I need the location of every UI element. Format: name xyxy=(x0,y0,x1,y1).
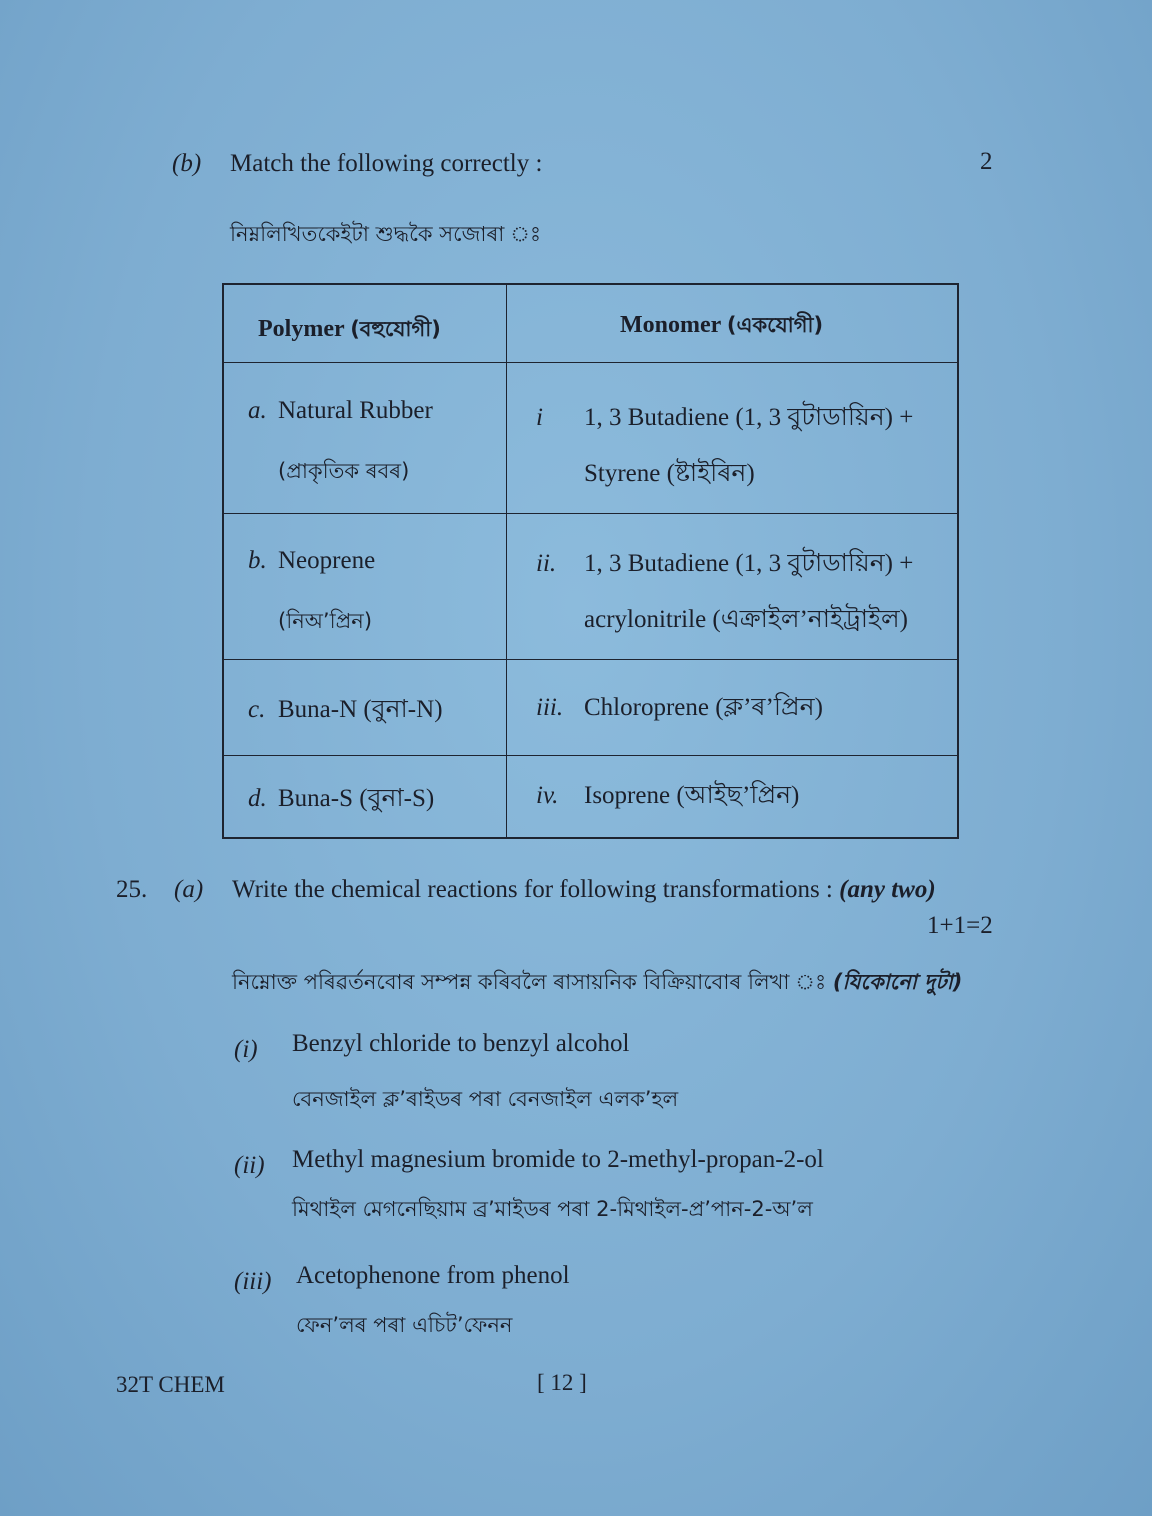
row-marker: i xyxy=(536,404,543,431)
table-row-a-polymer xyxy=(248,397,433,425)
table-row-d-polymer xyxy=(248,778,434,821)
question-25-number: 25. xyxy=(116,876,148,903)
table-row-b-monomer-line2: acrylonitrile (এক্ৰাইল’নাইট্ৰাইল) xyxy=(584,606,909,633)
monomer-name: Isoprene (আইছ’প্ৰিন) xyxy=(584,782,800,809)
table-row-c-monomer xyxy=(536,687,823,730)
table-divider xyxy=(224,362,957,363)
row-marker: a. xyxy=(248,397,267,424)
row-marker: c. xyxy=(248,696,266,723)
question-25-prompt-bn: নিম্নোক্ত পৰিৱৰ্তনবোৰ সম্পন্ন কৰিবলৈ ৰাসায়নিক বিক্ৰিয়াবোৰ লিখা ঃ xyxy=(232,970,827,994)
sub-item-assamese: ফেন’লৰ পৰা এচিট’ফেনন xyxy=(296,1313,513,1337)
sub-item-english: Methyl magnesium bromide to 2-methyl-propan-2-ol xyxy=(292,1146,824,1173)
header-polymer-bn: (বহুযোগী) xyxy=(350,317,441,341)
sub-item-english: Benzyl chloride to benzyl alcohol xyxy=(292,1030,630,1057)
sub-item-assamese: বেনজাইল ক্ল’ৰাইডৰ পৰা বেনজাইল এলক’হল xyxy=(292,1087,679,1111)
header-monomer-bn: (একযোগী) xyxy=(726,313,824,337)
match-table xyxy=(222,283,959,839)
table-row-b-monomer xyxy=(536,543,913,586)
sub-item-assamese: মিথাইল মেগনেছিয়াম ব্ৰ’মাইডৰ পৰা 2-মিথাইল-প্ৰ’পান-2-অ’ল xyxy=(292,1197,813,1221)
question-25-marks: 1+1=2 xyxy=(927,912,993,939)
row-marker: d. xyxy=(248,785,267,812)
question-25-prompt: Write the chemical reactions for following transformations : xyxy=(232,876,833,903)
table-row-a-polymer-bn: (প্ৰাকৃতিক ৰবৰ) xyxy=(278,459,410,483)
polymer-name: Natural Rubber xyxy=(278,397,433,424)
sub-item-label: (ii) xyxy=(234,1152,265,1179)
table-divider xyxy=(224,513,957,514)
table-row-a-monomer xyxy=(536,397,913,440)
question-25-text xyxy=(232,876,936,904)
row-marker: b. xyxy=(248,547,267,574)
table-row-d-monomer xyxy=(536,775,799,818)
table-divider xyxy=(224,659,957,660)
header-polymer-en: Polymer xyxy=(258,316,345,342)
sub-item-label: (iii) xyxy=(234,1268,272,1295)
question-b-text: Match the following correctly : xyxy=(230,150,543,177)
table-row-b-polymer xyxy=(248,547,375,575)
question-25-text-assamese xyxy=(232,966,962,1001)
row-marker: iii. xyxy=(536,694,564,721)
table-header-monomer xyxy=(620,309,823,344)
question-b-label: (b) xyxy=(172,150,202,177)
table-row-c-polymer xyxy=(248,689,443,732)
row-marker: ii. xyxy=(536,550,557,577)
monomer-name: Chloroprene (ক্ল’ৰ’প্ৰিন) xyxy=(584,694,823,721)
question-25-part: (a) xyxy=(174,876,204,903)
question-b-marks: 2 xyxy=(980,148,993,175)
footer-page-number: [ 12 ] xyxy=(537,1370,587,1395)
monomer-name: 1, 3 Butadiene (1, 3 বুটাডায়িন) + xyxy=(584,550,914,577)
sub-item-english: Acetophenone from phenol xyxy=(296,1262,570,1289)
polymer-name: Buna-N (বুনা-N) xyxy=(278,696,443,723)
table-divider xyxy=(224,755,957,756)
table-row-b-polymer-bn: (নিঅ’প্ৰিন) xyxy=(278,609,373,633)
question-25-choice: (any two) xyxy=(839,876,936,903)
table-row-a-monomer-line2: Styrene (ষ্টাইৰিন) xyxy=(584,460,755,487)
polymer-name: Neoprene xyxy=(278,547,376,574)
question-b-text-assamese: নিম্নলিখিতকেইটা শুদ্ধকৈ সজোৰা ঃ xyxy=(230,222,542,246)
footer-paper-code: 32T CHEM xyxy=(116,1372,225,1397)
header-monomer-en: Monomer xyxy=(620,312,721,338)
question-25-choice-bn: (যিকোনো দুটা) xyxy=(832,970,963,994)
row-marker: iv. xyxy=(536,782,559,809)
polymer-name: Buna-S (বুনা-S) xyxy=(278,785,435,812)
monomer-name: 1, 3 Butadiene (1, 3 বুটাডায়িন) + xyxy=(584,404,914,431)
sub-item-label: (i) xyxy=(234,1036,258,1063)
table-header-polymer xyxy=(258,313,441,348)
